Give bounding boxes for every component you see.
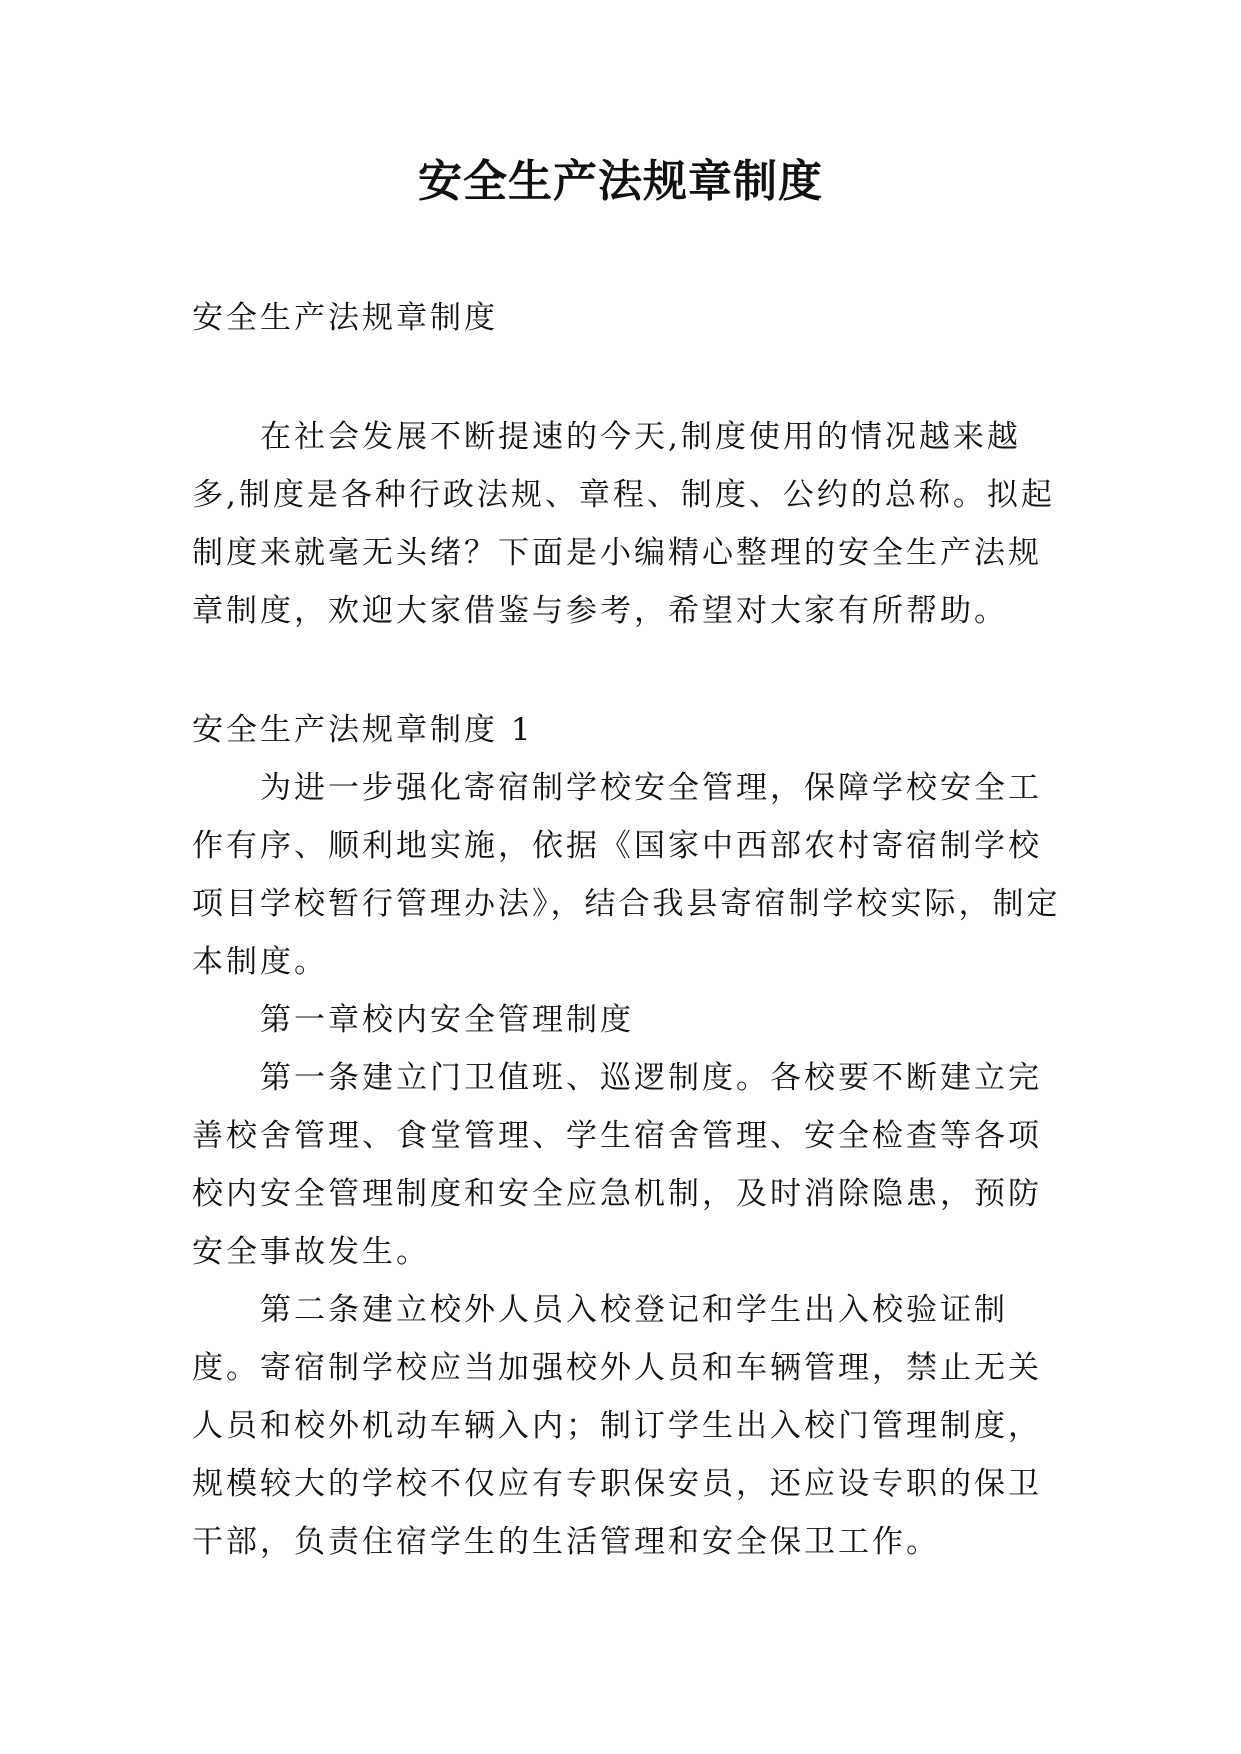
article-2-paragraph: 第二条建立校外人员入校登记和学生出入校验证制度。寄宿制学校应当加强校外人员和车辆管理，禁止无关人员和校外机动车辆入内；制订学生出入校门管理制度，规模较大的学校不仅应有专职保安员，还应设专职的保卫干部，负责住宿学生的生活管理和安全保卫工作。 (192, 1292, 1042, 1560)
article-1-paragraph: 第一条建立门卫值班、巡逻制度。各校要不断建立完善校舍管理、食堂管理、学生宿舍管理、安全检查等各项校内安全管理制度和安全应急机制，及时消除隐患，预防安全事故发生。 (192, 1060, 1042, 1270)
document-title: 安全生产法规章制度 (418, 156, 823, 207)
document-subtitle: 安全生产法规章制度 (192, 300, 498, 336)
section-heading: 安全生产法规章制度 1 (192, 712, 534, 748)
chapter-title: 第一章校内安全管理制度 (260, 1002, 634, 1038)
document-body (192, 289, 1062, 1571)
intro-paragraph: 在社会发展不断提速的今天,制度使用的情况越来越多,制度是各种行政法规、章程、制度、公约的总称。拟起制度来就毫无头绪？下面是小编精心整理的安全生产法规章制度，欢迎大家借鉴与参考，希望对大家有所帮助。 (192, 419, 1055, 629)
section-intro-paragraph: 为进一步强化寄宿制学校安全管理，保障学校安全工作有序、顺利地实施，依据《国家中西部农村寄宿制学校项目学校暂行管理办法》，结合我县寄宿制学校实际，制定本制度。 (192, 770, 1061, 980)
